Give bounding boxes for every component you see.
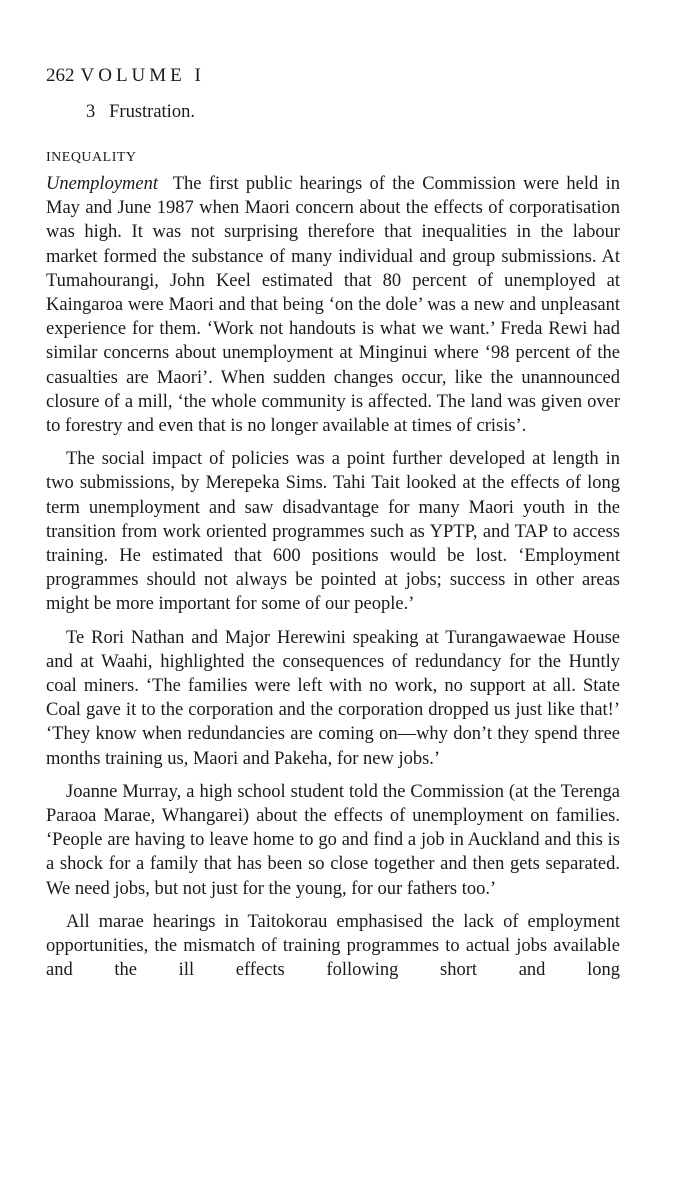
paragraph-3: Te Rori Nathan and Major Herewini speaking at Turangawaewae House and at Waahi, highlighted the consequences of redundancy for the Huntly coal miners. ‘The families were left with no work, no support at all. State Coal gave it to the corporation and the corporation dropped us just like that!’ ‘They know when redundancies are coming on—why don’t they spend three months training us, Maori and Pakeha, for new jobs.’ xyxy=(46,627,620,769)
running-head xyxy=(46,64,620,88)
book-page xyxy=(46,64,620,983)
section-heading: INEQUALITY xyxy=(46,150,137,165)
paragraph-1-text: The first public hearings of the Commission were held in May and June 1987 when Maori concern about the effects of corporatisation was high. It was not surprising therefore that inequalities in the labour market formed the substance of many individual and group submissions. At Tumahourangi, John Keel estimated that 80 percent of unemployed at Kaingaroa were Maori and that being ‘on the dole’ was a new and unpleasant experience for them. ‘Work not handouts is what we want.’ Freda Rewi had similar concerns about unemployment at Minginui where ‘98 percent of the casualties are Maori’. When sudden changes occur, like the unannounced closure of a mill, ‘the whole community is affected. The land was given over to forestry and even that is no longer available at times of crisis’. xyxy=(46,174,620,437)
paragraph-2: The social impact of policies was a point further developed at length in two submissions, by Merepeka Sims. Tahi Tait looked at the effects of long term unemployment and saw disadvantage for many Maori youth in the transition from work oriented programmes such as YPTP, and TAP to access training. He estimated that 600 positions would be lost. ‘Employment programmes should not always be pointed at jobs; success in other areas might be more important for some of our people.’ xyxy=(46,449,620,615)
paragraph-4: Joanne Murray, a high school student told the Commission (at the Terenga Paraoa Marae, Whangarei) about the effects of unemployment on families. ‘People are having to leave home to go and find a job in Auckland and this is a shock for a family that has been so close together and then gets separated. We need jobs, but not just for the young, for our fathers too.’ xyxy=(46,781,620,899)
page-number: 262 xyxy=(46,65,75,86)
volume-label: VOLUME I xyxy=(80,65,205,86)
list-item-3: 3 Frustration. xyxy=(86,102,195,122)
paragraph-5: All marae hearings in Taitokorau emphasised the lack of employment opportunities, the mismatch of training programmes to actual jobs available and the ill effects following short and long xyxy=(46,911,620,981)
run-in-heading: Unemployment xyxy=(46,174,158,194)
paragraph-1 xyxy=(46,172,620,438)
